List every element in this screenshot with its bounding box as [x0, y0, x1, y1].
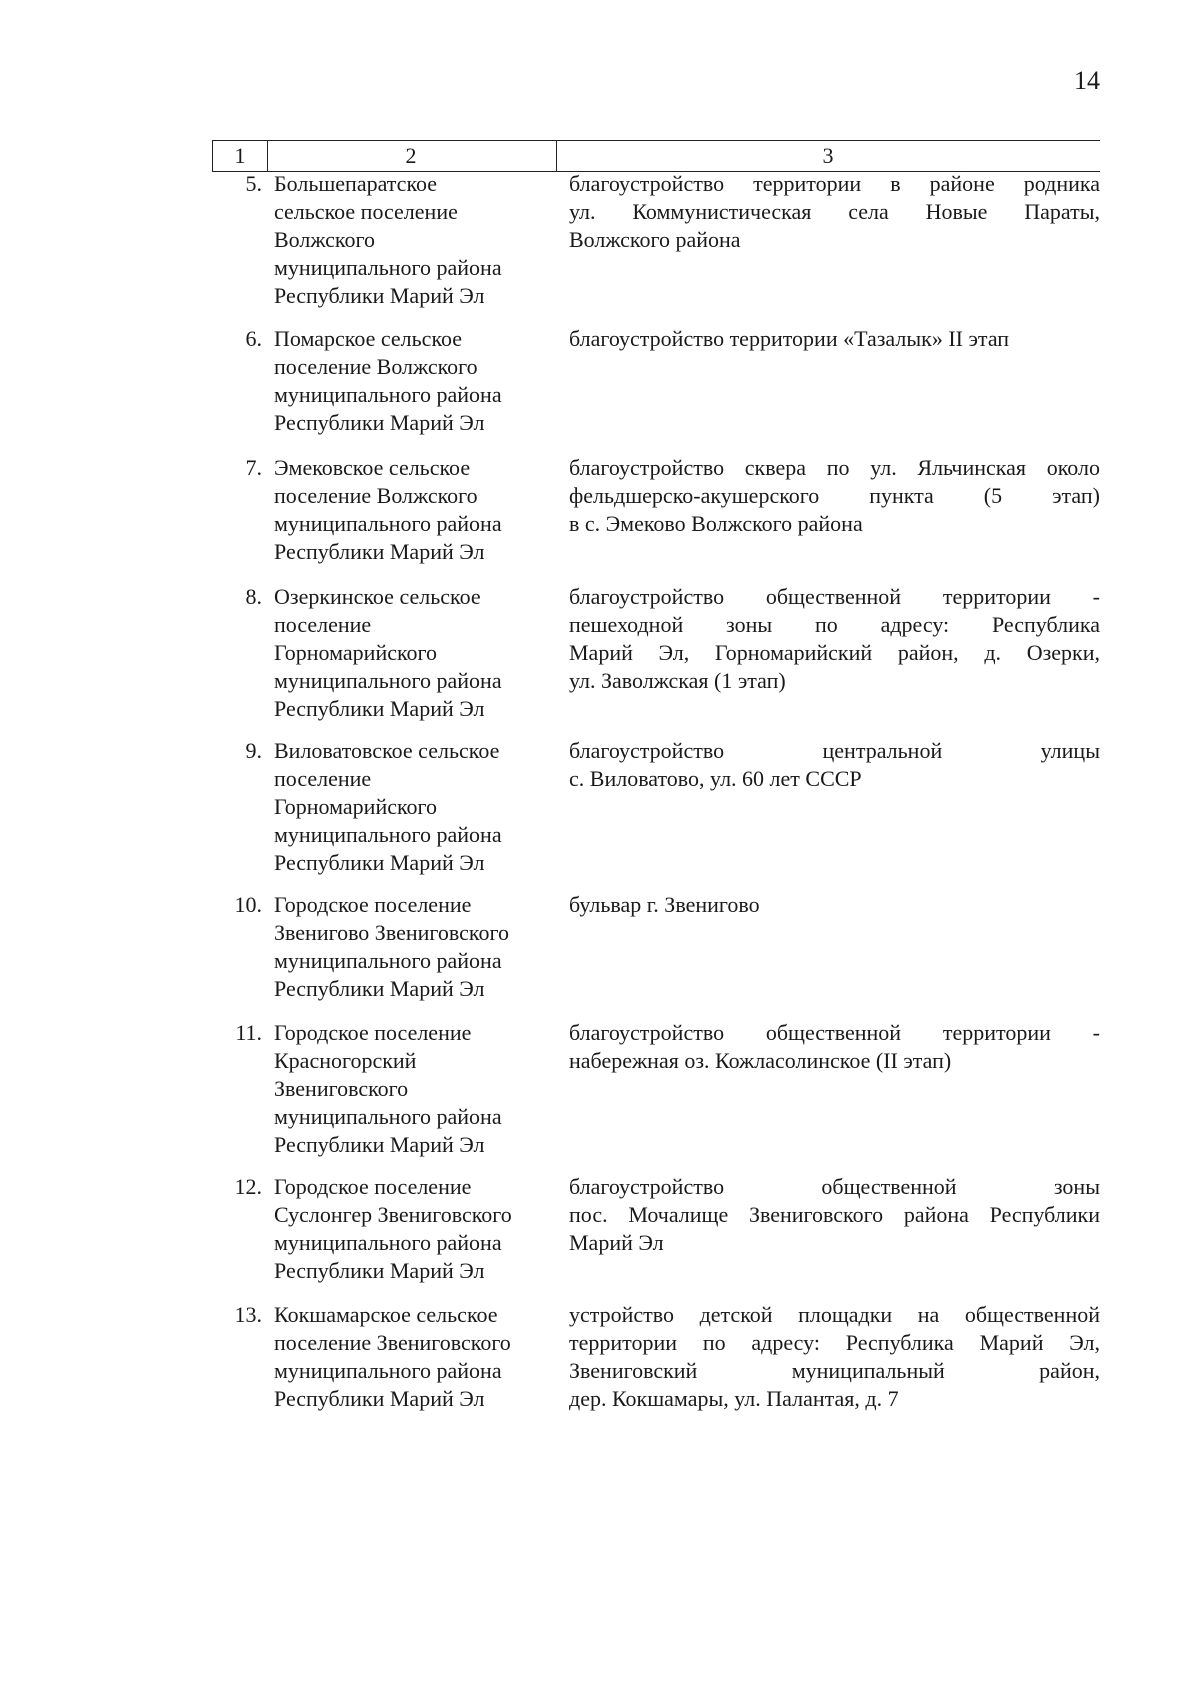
row-number: 11.	[235, 1020, 262, 1045]
municipality-name: Эмековское сельское поселение Волжского муниципального района Республики Марий Эл	[274, 455, 502, 564]
description-line: территории по адресу: Республика Марий Эл,	[569, 1330, 1100, 1355]
column-header-3: 3	[822, 143, 834, 168]
page-number: 14	[1074, 66, 1100, 95]
municipality-name: Городское поселение Красногорский Звениговского муниципального района Республики Марий Эл	[274, 1020, 502, 1157]
row-number: 6.	[245, 326, 262, 351]
table-header	[212, 140, 1100, 172]
municipality-name: Большепаратское сельское поселение Волжского муниципального района Республики Марий Эл	[274, 171, 502, 308]
row-number: 5.	[245, 171, 262, 196]
description-line: благоустройство общественной зоны	[569, 1174, 1100, 1199]
description-line: пос. Мочалище Звениговского района Республики	[569, 1202, 1100, 1227]
description-line: Волжского района	[569, 227, 741, 252]
description-line: бульвар г. Звенигово	[569, 892, 760, 917]
description-line: фельдшерско-акушерского пункта (5 этап)	[569, 483, 1100, 508]
municipality-name: Озеркинское сельское поселение Горномарийского муниципального района Республики Марий Эл	[274, 584, 502, 721]
description-line: Звениговский муниципальный район,	[569, 1358, 1100, 1383]
municipality-name: Кокшамарское сельское поселение Звениговского муниципального района Республики Марий Эл	[274, 1302, 511, 1411]
project-description	[569, 170, 1100, 254]
description-line: в с. Эмеково Волжского района	[569, 511, 863, 536]
description-line: устройство детской площадки на общественной	[569, 1302, 1100, 1327]
project-description	[569, 454, 1100, 538]
description-line: ул. Заволжская (1 этап)	[569, 668, 786, 693]
project-description	[569, 583, 1100, 695]
row-number: 8.	[245, 584, 262, 609]
row-number: 9.	[245, 738, 262, 763]
row-number: 7.	[245, 455, 262, 480]
project-description	[569, 737, 1100, 793]
description-line: ул. Коммунистическая села Новые Параты,	[569, 199, 1100, 224]
municipality-name: Помарское сельское поселение Волжского муниципального района Республики Марий Эл	[274, 326, 502, 435]
column-header-1: 1	[212, 141, 268, 171]
description-line: с. Виловатово, ул. 60 лет СССР	[569, 766, 862, 791]
description-line: благоустройство общественной территории -	[569, 584, 1100, 609]
description-line: благоустройство территории в районе родника	[569, 171, 1100, 196]
description-line: благоустройство территории «Тазалык» II этап	[569, 326, 1010, 351]
description-line: Марий Эл	[569, 1230, 664, 1255]
row-number: 13.	[234, 1302, 262, 1327]
description-line: Марий Эл, Горномарийский район, д. Озерки,	[569, 640, 1100, 665]
municipality-name: Виловатовское сельское поселение Горномарийского муниципального района Республики Марий Эл	[274, 738, 502, 875]
description-line: пешеходной зоны по адресу: Республика	[569, 612, 1100, 637]
row-number: 10.	[234, 892, 262, 917]
project-description	[569, 1301, 1100, 1413]
municipality-name: Городское поселение Звенигово Звениговского муниципального района Республики Марий Эл	[274, 892, 509, 1001]
description-line: набережная оз. Кожласолинское (II этап)	[569, 1048, 952, 1073]
description-line: дер. Кокшамары, ул. Палантая, д. 7	[569, 1386, 899, 1411]
municipality-name: Городское поселение Суслонгер Звениговского муниципального района Республики Марий Эл	[274, 1174, 512, 1283]
project-description	[569, 1173, 1100, 1257]
project-description	[569, 1019, 1100, 1075]
description-line: благоустройство центральной улицы	[569, 738, 1100, 763]
description-line: благоустройство общественной территории -	[569, 1020, 1100, 1045]
description-line: благоустройство сквера по ул. Яльчинская около	[569, 455, 1100, 480]
project-description	[569, 325, 1100, 353]
project-description	[569, 891, 1100, 919]
column-header-2: 2	[266, 141, 557, 171]
row-number: 12.	[234, 1174, 262, 1199]
